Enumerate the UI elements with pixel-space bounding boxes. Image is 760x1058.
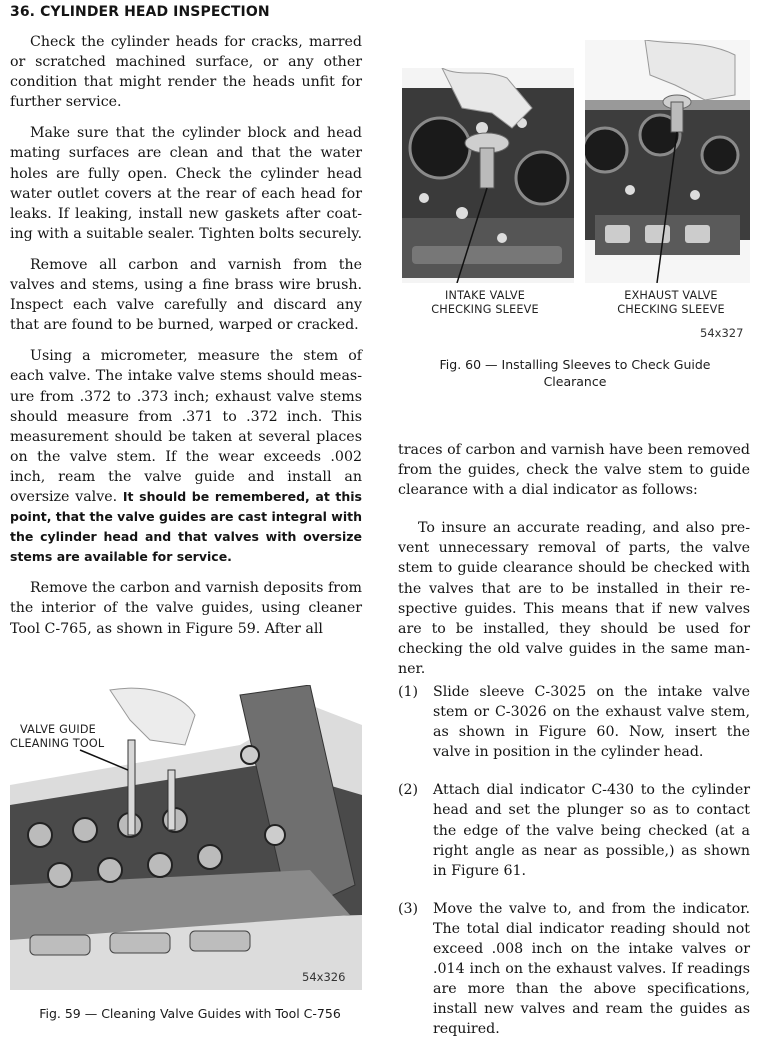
fig59-label-line1: VALVE GUIDE <box>20 723 96 736</box>
fig60-label-intake <box>410 289 560 317</box>
fig60-plate-number: 54x327 <box>700 326 744 340</box>
fig60-label-exhaust <box>596 289 746 317</box>
step-number: (1) <box>398 684 419 700</box>
exhaust-label-line1: EXHAUST VALVE <box>624 289 718 302</box>
fig60-caption: Fig. 60 — Installing Sleeves to Check Guide Clearance <box>439 357 711 389</box>
intake-label-line1: INTAKE VALVE <box>445 289 525 302</box>
step-item <box>398 780 750 880</box>
step-item <box>398 682 750 762</box>
section-heading: 36. CYLINDER HEAD INSPECTION <box>10 4 270 20</box>
paragraph-remove-carbon: Remove all carbon and varnish from the valves and stems, using a fine brass wire brush. Inspect each valve carefully and discard any that are found to be burned, warped or cracked. <box>10 256 362 334</box>
exhaust-label-line2: CHECKING SLEEVE <box>617 303 725 316</box>
paragraph-clean-guides: Remove the carbon and varnish deposits from the interior of the valve guides, using cleaner Tool C-765, as shown in Figure 59. After all <box>10 580 362 637</box>
fig59-label <box>10 723 120 751</box>
fig59-caption: Fig. 59 — Cleaning Valve Guides with Tool C-756 <box>39 1006 341 1021</box>
exhaust-sleeve-illustration <box>585 40 750 283</box>
emphasized-note: It should be remembered, at this point, that the valve guides are cast integral with the cylinder head and that valves with oversize stems are available for service. <box>10 488 363 565</box>
step-item <box>398 899 750 1040</box>
paragraph-mating-surfaces: Make sure that the cylinder block and head mating surfaces are clean and that the water holes are fully open. Check the cylinder head water outlet covers at the rear of each head for leaks. If leaking, install new gaskets after coating with a suitable sealer. Tighten bolts securely. <box>10 125 362 242</box>
fig59-label-line2: CLEANING TOOL <box>10 737 105 750</box>
step-number: (2) <box>398 782 419 799</box>
fig59-plate-number: 54x326 <box>302 970 346 984</box>
right-column <box>398 440 750 690</box>
fig60-photo-exhaust <box>585 40 750 283</box>
paragraph-inspect-heads: Check the cylinder heads for cracks, marred or scratched machined surface, or any other condition that might render the heads unfit for further service. <box>10 34 362 111</box>
micrometer-text: Using a micrometer, measure the stem of each valve. The intake valve stems should measure from .372 to .373 inch; exhaust valve stems should measure from .371 to .372 inch. This measurement should be taken at several places on the valve stem. If the wear exceeds .002 inch, ream the valve guide and install an oversize valve. <box>10 348 362 505</box>
step-number: (3) <box>398 900 419 917</box>
procedure-steps <box>398 682 750 1058</box>
intake-sleeve-illustration <box>402 68 574 283</box>
step-text: Slide sleeve C-3025 on the intake valve stem or C-3026 on the exhaust valve stem, as shown in Figure 60. Now, insert the valve in position in the cylinder head. <box>433 684 750 761</box>
left-column <box>10 32 362 650</box>
fig60-photo-intake <box>402 68 574 283</box>
paragraph-traces-removed: traces of carbon and varnish have been removed from the guides, check the valve stem to guide clearance with a dial indicator as follows: <box>398 442 750 499</box>
paragraph-accurate-reading: To insure an accurate reading, and also prevent unnecessary removal of parts, the valve stem to guide clearance should be checked with the valves that are to be installed in their respective guides. This means that if new valves are to be installed, they should be used for checking the old valve guides in the same manner. <box>398 520 750 677</box>
intake-label-line2: CHECKING SLEEVE <box>431 303 539 316</box>
step-text: Attach dial indicator C-430 to the cylinder head and set the plunger so as to contact the edge of the valve being checked (at a right angle as near as possible,) as shown in Figure 61. <box>433 782 750 879</box>
paragraph-micrometer <box>10 346 362 567</box>
step-text: Move the valve to, and from the indicator. The total dial indicator reading should not exceed .008 inch on the intake valves or .014 inch on the exhaust valves. If readings are more than the above specifications, install new valves and ream the guides as required. <box>433 900 750 1038</box>
